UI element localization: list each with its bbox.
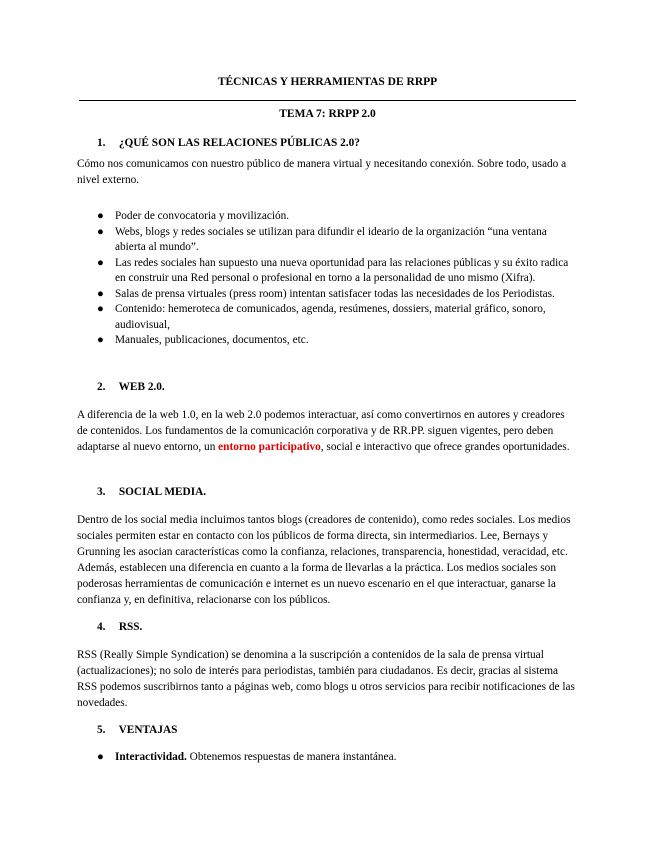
section-number: 1. xyxy=(97,137,106,149)
section-title: SOCIAL MEDIA. xyxy=(118,486,207,498)
section-title: RSS. xyxy=(118,621,143,633)
bullet-icon: ● xyxy=(97,225,104,238)
bullet-term: Interactividad. xyxy=(115,751,187,763)
section-5-bullet-list xyxy=(97,750,577,766)
section-number: 3. xyxy=(97,486,106,498)
bullet-icon: ● xyxy=(97,210,104,222)
document-title: TÉCNICAS Y HERRAMIENTAS DE RRPP xyxy=(217,76,438,88)
bullet-icon: ● xyxy=(97,303,104,315)
list-item: ● Manuales, publicaciones, documentos, etc. xyxy=(97,333,577,349)
section-heading-2 xyxy=(97,381,165,393)
section-2-paragraph: A diferencia de la web 1.0, en la web 2.0 podemos interactuar, así como convertirnos en autores y creadores de contenidos. Los fundamentos de la comunicación corporativa y de RR.PP. siguen vigentes, pero deben adaptarse al nuevo entorno, un entorno participativo, social e interactivo que ofrece grandes oportunidades. xyxy=(77,409,570,453)
section-title: VENTAJAS xyxy=(118,724,178,736)
bullet-icon: ● xyxy=(97,256,104,269)
section-heading-1 xyxy=(97,137,360,149)
title-divider xyxy=(79,100,576,101)
list-item: ● Webs, blogs y redes sociales se utilizan para difundir el ideario de la organización “una ventana abierta al mundo”. xyxy=(97,225,547,253)
list-item: ● Las redes sociales han supuesto una nueva oportunidad para las relaciones públicas y su éxito radica en construir una Red personal o profesional en torno a la personalidad de uno mismo (Xifra). xyxy=(97,256,569,284)
section-number: 2. xyxy=(97,381,106,393)
bullet-icon: ● xyxy=(97,334,104,346)
list-item: ● Salas de prensa virtuales (press room) intentan satisfacer todas las necesidades de los Periodistas. xyxy=(97,287,577,303)
section-4-paragraph: RSS (Really Simple Syndication) se denomina a la suscripción a contenidos de la sala de prensa virtual (actualizaciones); no solo de interés para periodistas, también para ciudadanos. Es decir, gracias al sistema RSS podemos suscribirnos tanto a páginas web, como blogs u otros servicios para recibir notificaciones de las novedades. xyxy=(77,649,575,709)
bullet-icon: ● xyxy=(97,751,104,763)
document-subtitle: TEMA 7: RRPP 2.0 xyxy=(279,108,376,120)
section-heading-5 xyxy=(97,724,177,736)
section-title: ¿QUÉ SON LAS RELACIONES PÚBLICAS 2.0? xyxy=(118,137,360,149)
section-number: 5. xyxy=(97,724,106,736)
list-item: ● Contenido: hemeroteca de comunicados, agenda, resúmenes, dossiers, material gráfico, sonoro, audiovisual, xyxy=(97,303,546,331)
section-heading-4 xyxy=(97,621,142,633)
section-number: 4. xyxy=(97,621,106,633)
highlighted-term: entorno participativo xyxy=(218,441,321,453)
section-title: WEB 2.0. xyxy=(118,381,165,393)
list-item: ● Interactividad. Obtenemos respuestas de manera instantánea. xyxy=(97,750,577,766)
section-1-bullet-list xyxy=(97,209,577,349)
section-1-intro: Cómo nos comunicamos con nuestro público de manera virtual y necesitando conexión. Sobre todo, usado a nivel externo. xyxy=(77,158,567,186)
section-3-paragraph: Dentro de los social media incluimos tantos blogs (creadores de contenido), como redes sociales. Los medios sociales permiten estar en contacto con los públicos de forma directa, sin intermediarios. Lee, Bernays y Grunning les asocian características como la confianza, relaciones, transparencia, honestidad, veracidad, etc. Además, establecen una diferencia en cuanto a la forma de llevarlas a la práctica. Los medios sociales son poderosas herramientas de comunicación e internet es un nuevo escenario en el que interactuar, ganarse la confianza y, en definitiva, relacionarse con los públicos. xyxy=(77,514,571,606)
bullet-icon: ● xyxy=(97,287,104,300)
list-item: ● Poder de convocatoria y movilización. xyxy=(97,209,577,225)
section-heading-3 xyxy=(97,486,206,498)
